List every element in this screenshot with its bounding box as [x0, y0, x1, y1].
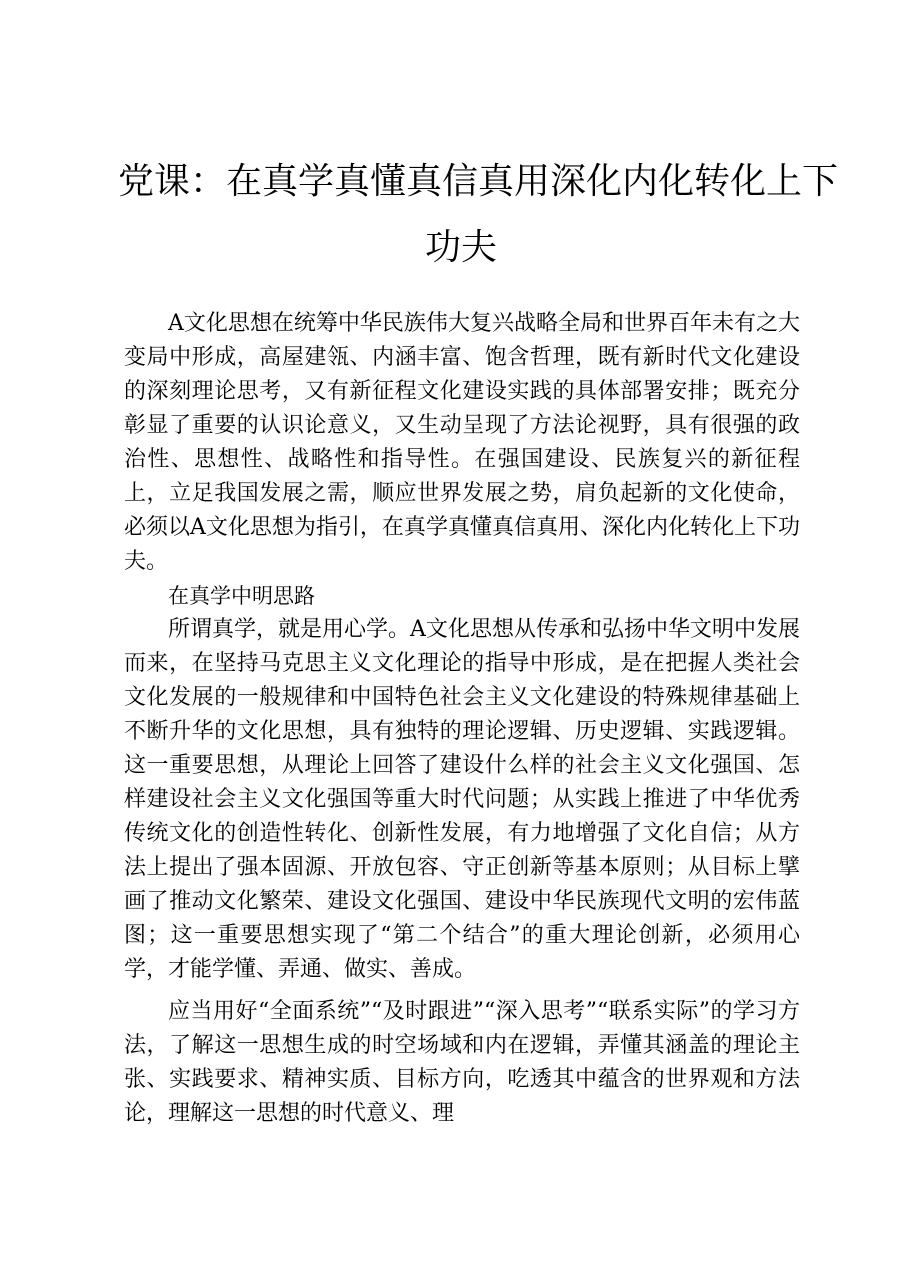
- document-title-line-1: 党课：在真学真懂真信真用深化内化转化上下: [118, 161, 839, 202]
- section-heading: 在真学中明思路: [168, 584, 315, 608]
- document-body: [124, 307, 800, 1131]
- intro-paragraph: A文化思想在统筹中华民族伟大复兴战略全局和世界百年未有之大变局中形成，高屋建瓴、内涵丰富、饱含哲理，既有新时代文化建设的深刻理论思考，又有新征程文化建设实践的具体部署安排；既充分彰显了重要的认识论意义，又生动呈现了方法论视野，具有很强的政治性、思想性、战略性和指导性。在强国建设、民族复兴的新征程上，立足我国发展之需，顺应世界发展之势，肩负起新的文化使命，必须以A文化思想为指引，在真学真懂真信真用、深化内化转化上下功夫。: [124, 311, 800, 574]
- body-paragraph: 应当用好“全面系统”“及时跟进”“深入思考”“联系实际”的学习方法，了解这一思想生成的时空场域和内在逻辑，弄懂其涵盖的理论主张、实践要求、精神实质、目标方向，吃透其中蕴含的世界观和方法论，理解这一思想的时代意义、理: [124, 999, 800, 1126]
- document-title-line-2: 功夫: [424, 227, 497, 268]
- body-paragraph: 所谓真学，就是用心学。A文化思想从传承和弘扬中华文明中发展而来，在坚持马克思主义文化理论的指导中形成，是在把握人类社会文化发展的一般规律和中国特色社会主义文化建设的特殊规律基础上不断升华的文化思想，具有独特的理论逻辑、历史逻辑、实践逻辑。这一重要思想，从理论上回答了建设什么样的社会主义文化强国、怎样建设社会主义文化强国等重大时代问题；从实践上推进了中华优秀传统文化的创造性转化、创新性发展，有力地增强了文化自信；从方法上提出了强本固源、开放包容、守正创新等基本原则；从目标上擘画了推动文化繁荣、建设文化强国、建设中华民族现代文明的宏伟蓝图；这一重要思想实现了“第二个结合”的重大理论创新，必须用心学，才能学懂、弄通、做实、善成。: [124, 617, 800, 982]
